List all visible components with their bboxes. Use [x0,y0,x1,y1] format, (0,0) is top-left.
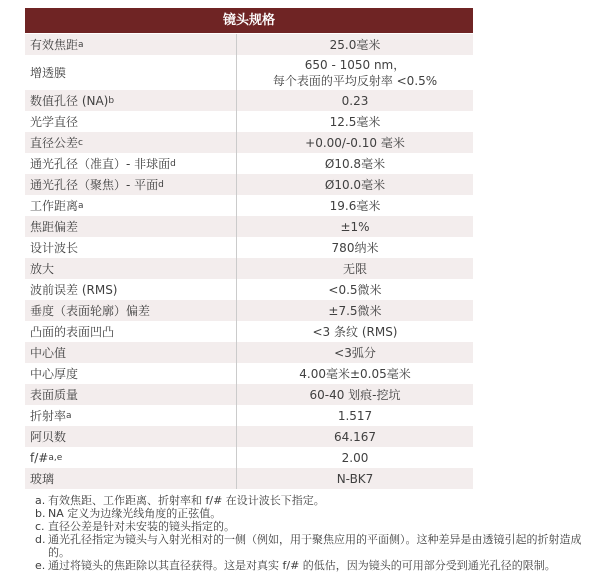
spec-row-design-wavelength [25,237,473,258]
spec-label: 数值孔径 (NA) b [30,94,115,108]
spec-label-text: f/# [30,450,49,465]
spec-label-text: 波前误差 (RMS) [30,283,118,297]
spec-label [25,216,236,237]
spec-label [25,321,236,342]
spec-row-wavefront-error [25,279,473,300]
footnote-marker: b. [35,507,46,520]
spec-value-text: 12.5毫米 [329,114,381,129]
spec-row-numerical-aperture [25,90,473,111]
spec-label-text: 增透膜 [30,66,67,80]
spec-label-text: 表面质量 [30,388,79,402]
spec-row-diameter-tolerance [25,132,473,153]
spec-row-index-of-refraction [25,405,473,426]
spec-label: 折射率 a [30,409,72,423]
spec-label [25,258,236,279]
footnote-marker: d. [35,533,46,546]
spec-label-text: 数值孔径 (NA) [30,94,109,108]
spec-value-text: Ø10.8毫米 [324,156,386,171]
spec-row-glass [25,468,473,489]
spec-label-text: 折射率 [30,409,67,423]
spec-row-effective-focal-length [25,34,473,55]
spec-label: 有效焦距 a [30,38,84,52]
spec-row-working-distance [25,195,473,216]
spec-value [236,300,473,321]
spec-row-centration [25,342,473,363]
footnote-e [35,559,593,572]
spec-value [236,258,473,279]
spec-value [236,132,473,153]
spec-label [25,55,236,90]
spec-label-text: 放大 [30,262,55,276]
footnote-a [35,494,593,507]
spec-label-text: 焦距偏差 [30,220,79,234]
spec-label: 工作距离 a [30,199,84,213]
spec-label-text: 垂度（表面轮廓）偏差 [30,304,151,318]
spec-value-text: <3 条纹 (RMS) [312,324,398,339]
spec-value [236,363,473,384]
spec-value [236,426,473,447]
spec-value [236,321,473,342]
spec-label [25,468,236,489]
spec-value [236,384,473,405]
spec-row-f-number [25,447,473,468]
spec-value-text: 无限 [342,261,367,276]
spec-label-text: 工作距离 [30,199,79,213]
spec-value-text: ±7.5微米 [328,303,382,318]
spec-row-clear-aperture-focused [25,174,473,195]
footnote-c [35,520,593,533]
spec-value-text: +0.00/-0.10 毫米 [305,135,405,150]
spec-label: 通光孔径（准直）- 非球面 d [30,157,176,171]
spec-value-text: 60-40 划痕-挖坑 [309,387,401,402]
spec-label [25,384,236,405]
spec-value-text: Ø10.0毫米 [324,177,386,192]
spec-value-text: 0.23 [341,93,369,108]
spec-row-sag-deviation [25,300,473,321]
spec-value-text: 19.6毫米 [329,198,381,213]
footnote-text: 通过将镜头的焦距除以其直径获得。这是对真实 f/# 的低估，因为镜头的可用部分受到通光孔径的限制。 [48,559,556,572]
spec-value-text: 2.00 [341,450,369,465]
spec-row-optic-diameter [25,111,473,132]
spec-label-text: 设计波长 [30,241,79,255]
footnote-text: 直径公差是针对未安装的镜头指定的。 [48,520,235,533]
spec-value-text: 1.517 [337,408,373,423]
spec-value-text-line2: 每个表面的平均反射率 <0.5% [272,73,438,88]
footnote-b [35,507,593,520]
footnote-text: 有效焦距、工作距离、折射率和 f/# 在设计波长下指定。 [48,494,325,507]
table-title: 镜头规格 [25,8,473,34]
spec-value [236,342,473,363]
spec-value [236,405,473,426]
spec-value-text: ±1% [340,219,370,234]
spec-label-text: 光学直径 [30,115,79,129]
footnote-marker: a. [35,494,46,507]
spec-value [236,90,473,111]
spec-row-surface-quality [25,384,473,405]
spec-label [25,426,236,447]
spec-label-text: 阿贝数 [30,430,67,444]
spec-value-text: <0.5微米 [328,282,382,297]
spec-value-text: 64.167 [334,429,376,444]
spec-value-text: 25.0毫米 [329,37,381,52]
spec-label-text: 通光孔径（聚焦）- 平面 [30,178,159,192]
spec-value [236,174,473,195]
spec-label-text: 通光孔径（准直）- 非球面 [30,157,171,171]
spec-value-text: <3弧分 [334,345,376,360]
spec-row-center-thickness [25,363,473,384]
spec-label [25,363,236,384]
footnote-text: 通光孔径指定为镜头与入射光相对的一侧（例如，用于聚焦应用的平面侧）。这种差异是由透镜引起的折射造成的。 [48,533,582,559]
spec-value [236,468,473,489]
spec-value [236,237,473,258]
spec-label [25,279,236,300]
spec-value-text: 650 - 1050 nm， [304,57,406,72]
spec-row-magnification [25,258,473,279]
spec-label-text: 中心厚度 [30,367,79,381]
spec-value [236,279,473,300]
spec-label-text: 中心值 [30,346,67,360]
spec-label: 直径公差 c [30,136,83,150]
spec-row-focal-length-tolerance [25,216,473,237]
spec-row-ar-coating [25,55,473,90]
spec-value [236,447,473,468]
spec-value [236,111,473,132]
spec-label-text: 直径公差 [30,136,79,150]
spec-label-text: 玻璃 [30,472,55,486]
footnotes-section [35,494,593,572]
spec-value [236,216,473,237]
footnote-text: NA 定义为边缘光线角度的正弦值。 [48,507,222,520]
spec-row-abbe-number [25,426,473,447]
spec-label [25,111,236,132]
spec-row-convex-surface-irregularity [25,321,473,342]
spec-label [25,300,236,321]
spec-value-text: N-BK7 [336,471,374,486]
spec-label: f/# a,e [30,450,63,465]
footnote-d [35,533,593,559]
spec-value [236,34,473,55]
lens-spec-table [25,8,473,489]
spec-label: 通光孔径（聚焦）- 平面 d [30,178,164,192]
footnote-marker: c. [35,520,45,533]
spec-label-text: 有效焦距 [30,38,79,52]
footnote-marker: e. [35,559,46,572]
spec-label [25,342,236,363]
spec-value-text: 4.00毫米±0.05毫米 [299,366,411,381]
spec-value-text: 780纳米 [331,240,379,255]
spec-label-text: 凸面的表面凹凸 [30,325,115,339]
spec-label [25,237,236,258]
spec-row-clear-aperture-collimated [25,153,473,174]
spec-value [236,195,473,216]
spec-value [236,153,473,174]
spec-value [236,55,473,90]
